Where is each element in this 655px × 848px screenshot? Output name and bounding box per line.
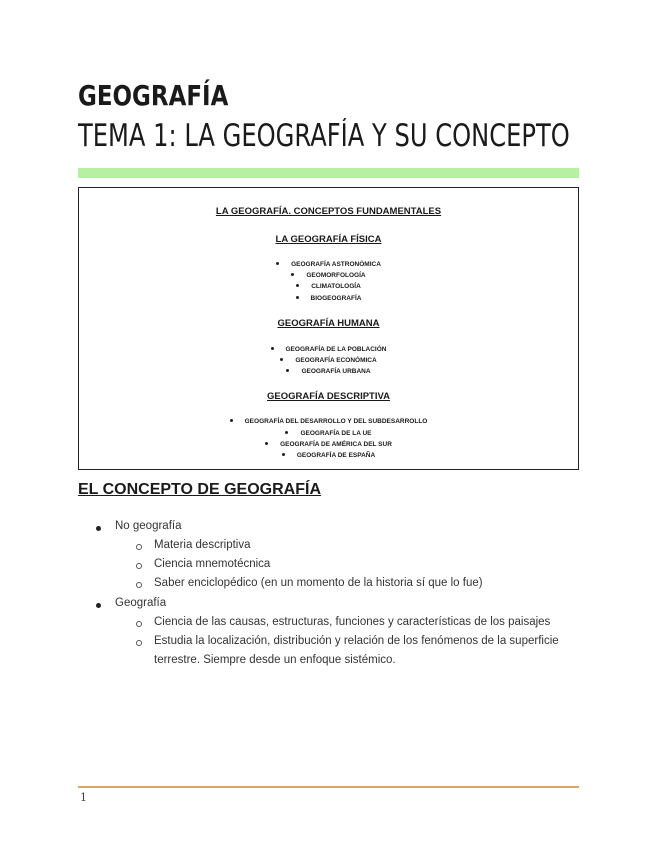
box-section-title: GEOGRAFÍA HUMANA: [277, 318, 380, 329]
list-item: Estudia la localización, distribución y relación de los fenómenos de la superficie: [154, 635, 559, 647]
hollow-bullet-icon: [136, 563, 142, 569]
hollow-bullet-icon: [136, 640, 142, 646]
bullet-icon: [276, 262, 279, 265]
hollow-bullet-icon: [136, 582, 142, 588]
box-heading: LA GEOGRAFÍA. CONCEPTOS FUNDAMENTALES: [215, 206, 442, 217]
section-heading: EL CONCEPTO DE GEOGRAFÍA: [78, 481, 321, 498]
list-item: GEOMORFOLOGÍA: [79, 272, 578, 279]
hollow-bullet-icon: [136, 621, 142, 627]
bullet-icon: [296, 296, 299, 299]
list-item: GEOGRAFÍA DEL DESARROLLO Y DEL SUBDESARROLLO: [79, 418, 578, 425]
list-item: No geografía: [115, 520, 182, 532]
bullet-icon: [282, 453, 285, 456]
hollow-bullet-icon: [136, 544, 142, 550]
list-item: Ciencia mnemotécnica: [154, 558, 270, 570]
bullet-icon: [230, 419, 233, 422]
list-item: GEOGRAFÍA DE ESPAÑA: [79, 452, 578, 459]
list-item: GEOGRAFÍA DE AMÉRICA DEL SUR: [79, 441, 578, 448]
bullet-icon: [296, 284, 299, 287]
list-item: BIOGEOGRAFÍA: [79, 295, 578, 302]
list-item: Geografía: [115, 597, 166, 609]
bullet-icon: [280, 358, 283, 361]
page-number: 1: [80, 791, 87, 804]
list-item: GEOGRAFÍA URBANA: [79, 368, 578, 375]
footer-rule: [78, 786, 579, 788]
list-item: GEOGRAFÍA ECONÓMICA: [79, 357, 578, 364]
bullet-icon: [286, 369, 289, 372]
box-section-title: GEOGRAFÍA DESCRIPTIVA: [267, 391, 390, 402]
concept-map-box: [78, 187, 579, 470]
document-subtitle: TEMA 1: LA GEOGRAFÍA Y SU CONCEPTO: [78, 118, 570, 154]
list-item: Materia descriptiva: [154, 539, 251, 551]
list-item: Ciencia de las causas, estructuras, funciones y características de los paisajes: [154, 616, 550, 628]
bullet-icon: [271, 347, 274, 350]
bullet-icon: [285, 431, 288, 434]
list-item: GEOGRAFÍA ASTRONÓMICA: [79, 261, 578, 268]
list-item: GEOGRAFÍA DE LA POBLACIÓN: [79, 346, 578, 353]
list-item: Saber enciclopédico (en un momento de la historia sí que lo fue): [154, 577, 483, 589]
bullet-icon: [265, 442, 268, 445]
bullet-icon: [291, 273, 294, 276]
bullet-icon: [96, 526, 101, 531]
box-section-title: LA GEOGRAFÍA FÍSICA: [275, 234, 382, 245]
list-item-continuation: terrestre. Siempre desde un enfoque sistémico.: [154, 654, 396, 666]
bullet-icon: [96, 603, 101, 608]
accent-bar: [78, 168, 579, 178]
list-item: CLIMATOLOGÍA: [79, 283, 578, 290]
list-item: GEOGRAFÍA DE LA UE: [79, 430, 578, 437]
document-title: GEOGRAFÍA: [78, 79, 229, 112]
